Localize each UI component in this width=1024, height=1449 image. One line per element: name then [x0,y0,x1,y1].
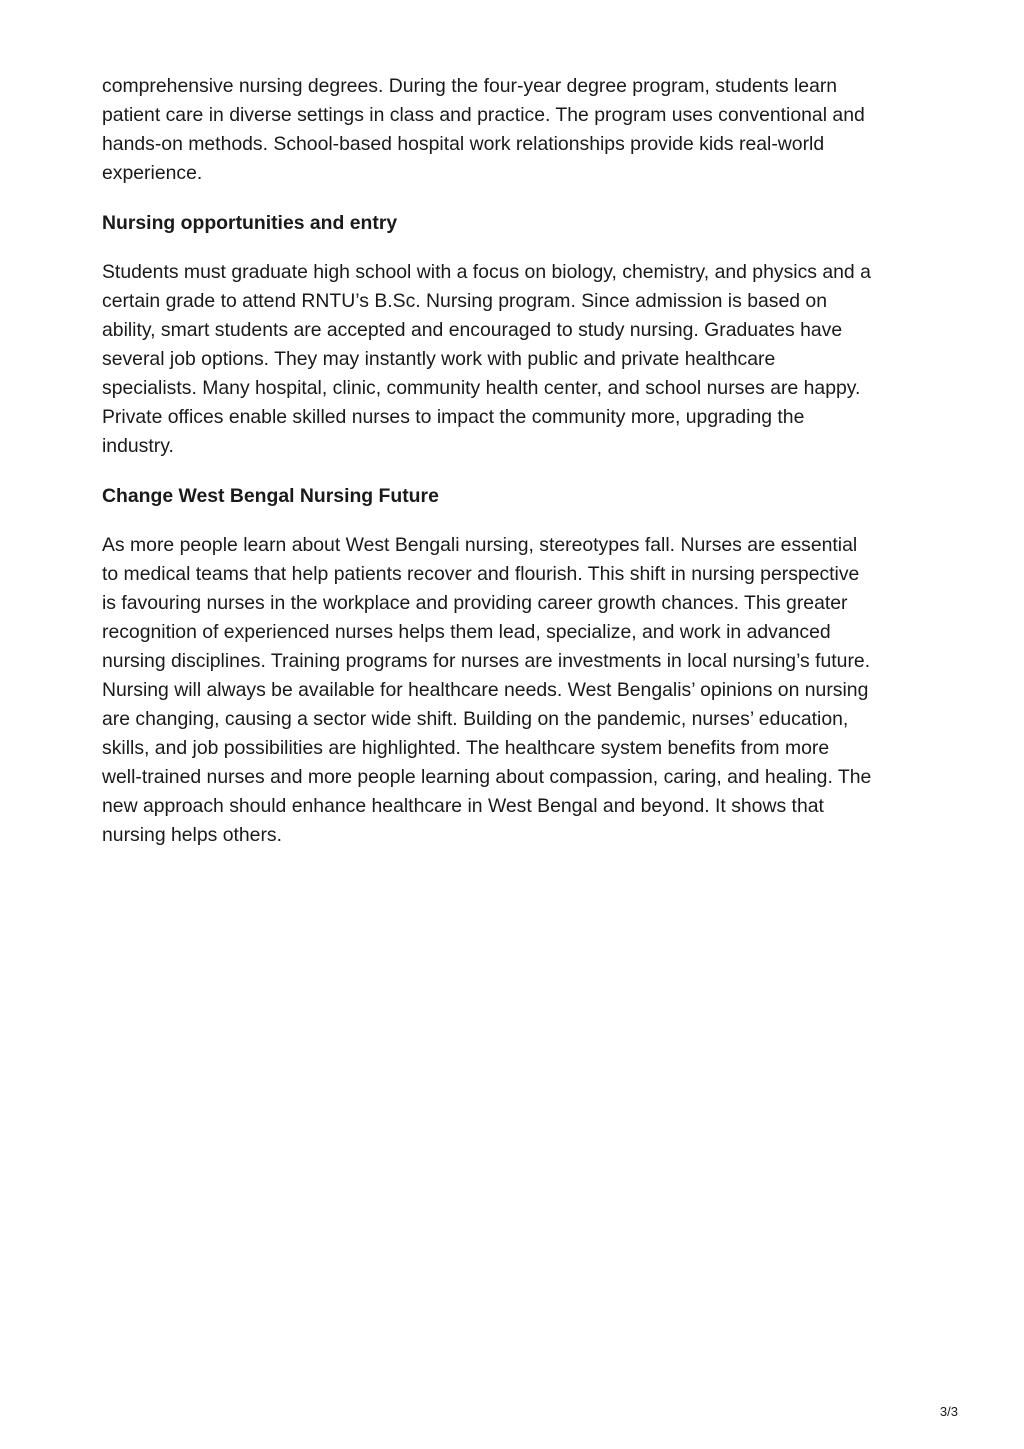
text-line: hands-on methods. School-based hospital work relationships provide kids real-world [102,133,825,155]
text-line: As more people learn about West Bengali nursing, stereotypes fall. Nurses are essential [102,534,858,556]
text-line: certain grade to attend RNTU’s B.Sc. Nursing program. Since admission is based on [102,290,827,312]
text-line: well-trained nurses and more people learning about compassion, caring, and healing. The [102,766,872,788]
text-line: patient care in diverse settings in class and practice. The program uses conventional and [102,104,865,126]
paragraph-opportunities [102,258,932,461]
text-line: experience. [102,162,203,184]
document-body [102,72,932,850]
text-line: industry. [102,435,174,457]
spacer [102,511,932,531]
paragraph-future [102,531,932,850]
spacer [102,238,932,258]
text-line: recognition of experienced nurses helps them lead, specialize, and work in advanced [102,621,831,643]
text-line: nursing disciplines. Training programs for nurses are investments in local nursing’s future. [102,650,871,672]
text-line: several job options. They may instantly work with public and private healthcare [102,348,776,370]
text-line: are changing, causing a sector wide shift. Building on the pandemic, nurses’ education, [102,708,849,730]
text-line: Students must graduate high school with a focus on biology, chemistry, and physics and a [102,261,871,283]
text-line: skills, and job possibilities are highlighted. The healthcare system benefits from more [102,737,830,759]
text-line: specialists. Many hospital, clinic, community health center, and school nurses are happy. [102,377,861,399]
text-line: comprehensive nursing degrees. During the four-year degree program, students learn [102,75,838,97]
text-line: is favouring nurses in the workplace and providing career growth chances. This greater [102,592,848,614]
paragraph-intro [102,72,932,188]
spacer [102,188,932,209]
text-line: new approach should enhance healthcare in West Bengal and beyond. It shows that [102,795,824,817]
section-heading-future: Change West Bengal Nursing Future [102,485,439,507]
spacer [102,461,932,482]
text-line: nursing helps others. [102,824,283,846]
section-heading-opportunities: Nursing opportunities and entry [102,212,398,234]
text-line: ability, smart students are accepted and encouraged to study nursing. Graduates have [102,319,843,341]
text-line: to medical teams that help patients recover and flourish. This shift in nursing perspective [102,563,860,585]
page-number: 3/3 [939,1404,958,1419]
text-line: Private offices enable skilled nurses to impact the community more, upgrading the [102,406,805,428]
text-line: Nursing will always be available for healthcare needs. West Bengalis’ opinions on nursing [102,679,869,701]
